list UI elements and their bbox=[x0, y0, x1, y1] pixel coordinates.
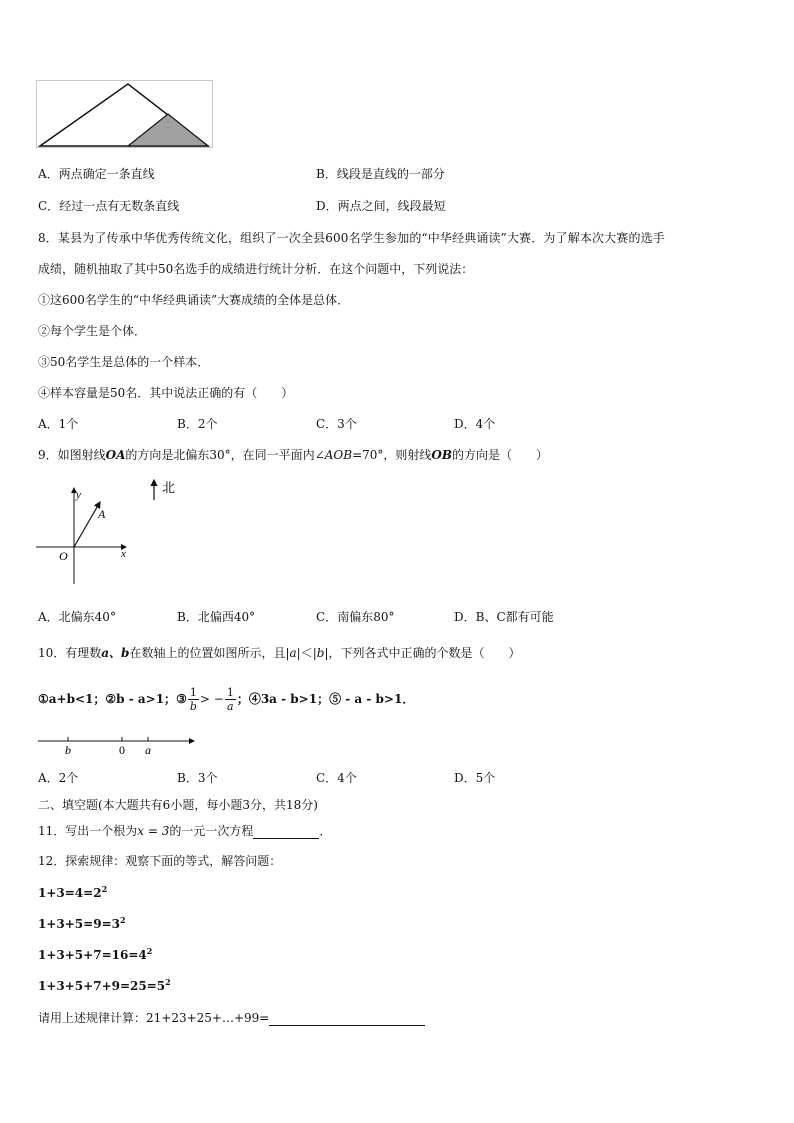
option-text: 线段是直线的一部分 bbox=[336, 167, 445, 181]
q7-option-d[interactable] bbox=[316, 198, 446, 214]
q8-stem-line1: 8．某县为了传承中华优秀传统文化，组织了一次全县600名学生参加的“中华经典诵读”大赛．为了解本次大赛的选手 bbox=[38, 231, 665, 245]
label-a: a bbox=[145, 743, 151, 757]
q11-stem-pre: 11．写出一个根为 bbox=[38, 824, 138, 838]
q12-equation-1 bbox=[38, 885, 107, 901]
q10-stem-mid: 在数轴上的位置如图所示，且| bbox=[129, 646, 290, 660]
q8-option-b[interactable]: B．2个 bbox=[177, 417, 218, 431]
q10-expr-1: ①a+b<1； bbox=[38, 692, 106, 706]
q10-stem bbox=[38, 645, 520, 661]
q10-expr-3-marker: ③ bbox=[176, 692, 187, 706]
q8-option-d[interactable]: D．4个 bbox=[454, 417, 496, 431]
point-a-label: A bbox=[98, 507, 106, 521]
option-label: A． bbox=[38, 167, 59, 181]
q10-option-d[interactable]: D．5个 bbox=[454, 771, 496, 785]
q12-equation-3 bbox=[38, 947, 152, 963]
q10-expr-2: ②b - a>1； bbox=[105, 692, 177, 706]
q9-coordinate-figure bbox=[34, 474, 184, 586]
option-label: B． bbox=[316, 167, 337, 181]
equation-exponent: 2 bbox=[101, 884, 108, 894]
q9-option-b[interactable] bbox=[177, 609, 255, 625]
equation-text: 1+3+5+7=16=4 bbox=[38, 948, 147, 962]
option-text: 两点之间，线段最短 bbox=[337, 199, 446, 213]
q10-abs-b: b bbox=[316, 646, 325, 660]
q9-ray-oa: OA bbox=[105, 448, 126, 462]
option-label: B． bbox=[177, 610, 198, 624]
equation-text: 1+3=4=2 bbox=[38, 886, 102, 900]
q8-statement-4: ④样本容量是50名．其中说法正确的有（ ） bbox=[38, 386, 294, 400]
section-heading: 二、填空题(本大题共有6小题，每小题3分，共18分) bbox=[38, 798, 318, 812]
ray-oa bbox=[74, 502, 100, 547]
option-text: 北偏东40° bbox=[58, 610, 116, 624]
q10-expressions bbox=[38, 684, 414, 714]
option-label: D． bbox=[316, 199, 338, 213]
q10-option-c[interactable]: C．4个 bbox=[316, 771, 357, 785]
frac-numerator: 1 bbox=[188, 686, 199, 700]
option-text: 经过一点有无数条直线 bbox=[59, 199, 180, 213]
q8-statement-3: ③50名学生是总体的一个样本． bbox=[38, 355, 210, 369]
q12-ask bbox=[38, 1010, 425, 1026]
q11-equation: x = 3 bbox=[137, 824, 170, 838]
q10-frac-1 bbox=[188, 686, 199, 713]
q9-angle-aob: AOB bbox=[324, 448, 353, 462]
q7-option-b[interactable] bbox=[316, 166, 445, 182]
q9-stem bbox=[38, 447, 548, 463]
q9-stem-pre: 9．如图射线 bbox=[38, 448, 106, 462]
q10-abs-a: a bbox=[289, 646, 297, 660]
option-label: A． bbox=[38, 610, 59, 624]
q8-option-c[interactable]: C．3个 bbox=[316, 417, 357, 431]
q9-ray-ob: OB bbox=[431, 448, 452, 462]
option-text: B、C都有可能 bbox=[475, 610, 554, 624]
option-text: 北偏西40° bbox=[197, 610, 256, 624]
option-label: D． bbox=[454, 610, 476, 624]
north-label: 北 bbox=[162, 480, 176, 495]
q10-stem-post: |，下列各式中正确的个数是（ ） bbox=[324, 646, 521, 660]
q7-triangle-figure bbox=[36, 80, 216, 152]
q12-equation-2 bbox=[38, 916, 126, 932]
label-zero: 0 bbox=[119, 743, 125, 757]
q11-answer-blank[interactable] bbox=[253, 826, 319, 839]
option-label: C． bbox=[316, 610, 338, 624]
frac-numerator: 1 bbox=[226, 686, 234, 699]
frac-denominator: b bbox=[189, 700, 197, 713]
q9-stem-mid1: 的方向是北偏东30°，在同一平面内∠ bbox=[125, 448, 325, 462]
q7-option-c[interactable] bbox=[38, 198, 179, 214]
frac-denominator: a bbox=[227, 700, 234, 713]
q12-equation-4 bbox=[38, 978, 171, 994]
q10-option-a[interactable]: A．2个 bbox=[38, 771, 79, 785]
q9-option-a[interactable] bbox=[38, 609, 116, 625]
q8-option-a[interactable]: A．1个 bbox=[38, 417, 79, 431]
equation-text: 1+3+5=9=3 bbox=[38, 917, 120, 931]
q10-abs-mid: |＜| bbox=[296, 646, 317, 660]
q9-stem-post: 的方向是（ ） bbox=[452, 448, 549, 462]
x-label: x bbox=[121, 548, 126, 560]
equation-exponent: 2 bbox=[119, 915, 126, 925]
equation-exponent: 2 bbox=[165, 977, 171, 987]
q9-option-c[interactable] bbox=[316, 609, 394, 625]
q10-vars: a、b bbox=[101, 646, 130, 660]
q10-expr-3-end: ； bbox=[236, 692, 249, 706]
origin-label: O bbox=[59, 549, 68, 563]
q12-ask-text: 请用上述规律计算：21+23+25+…+99= bbox=[38, 1011, 270, 1025]
q10-expr-4: ④3a - b>1； bbox=[248, 692, 330, 706]
option-text: 南偏东80° bbox=[337, 610, 395, 624]
q10-stem-pre: 10．有理数 bbox=[38, 646, 102, 660]
q11-end: ． bbox=[319, 824, 332, 838]
q9-option-d[interactable] bbox=[454, 609, 554, 625]
q10-expr-3-mid: > − bbox=[199, 692, 224, 706]
label-b: b bbox=[65, 743, 71, 757]
q8-stem-line2: 成绩，随机抽取了其中50名选手的成绩进行统计分析．在这个问题中，下列说法： bbox=[38, 262, 474, 276]
q10-frac-2 bbox=[225, 686, 236, 713]
option-label: C． bbox=[38, 199, 60, 213]
q10-number-line bbox=[36, 732, 200, 758]
y-label: y bbox=[76, 489, 81, 501]
equation-text: 1+3+5+7+9=25=5 bbox=[38, 979, 166, 993]
equation-exponent: 2 bbox=[146, 946, 153, 956]
q12-stem: 12．探索规律：观察下面的等式，解答问题： bbox=[38, 854, 282, 868]
q10-expr-5: ⑤ - a - b>1． bbox=[329, 692, 415, 706]
q10-option-b[interactable]: B．3个 bbox=[177, 771, 218, 785]
option-text: 两点确定一条直线 bbox=[58, 167, 155, 181]
q7-option-a[interactable] bbox=[38, 166, 155, 182]
q8-statement-1: ①这600名学生的“中华经典诵读”大赛成绩的全体是总体． bbox=[38, 293, 350, 307]
q9-stem-mid2: =70°，则射线 bbox=[352, 448, 432, 462]
q11-stem bbox=[38, 823, 331, 839]
q8-statement-2: ②每个学生是个体． bbox=[38, 324, 147, 338]
q12-answer-blank[interactable] bbox=[269, 1013, 425, 1026]
q11-stem-post: 的一元一次方程 bbox=[169, 824, 254, 838]
